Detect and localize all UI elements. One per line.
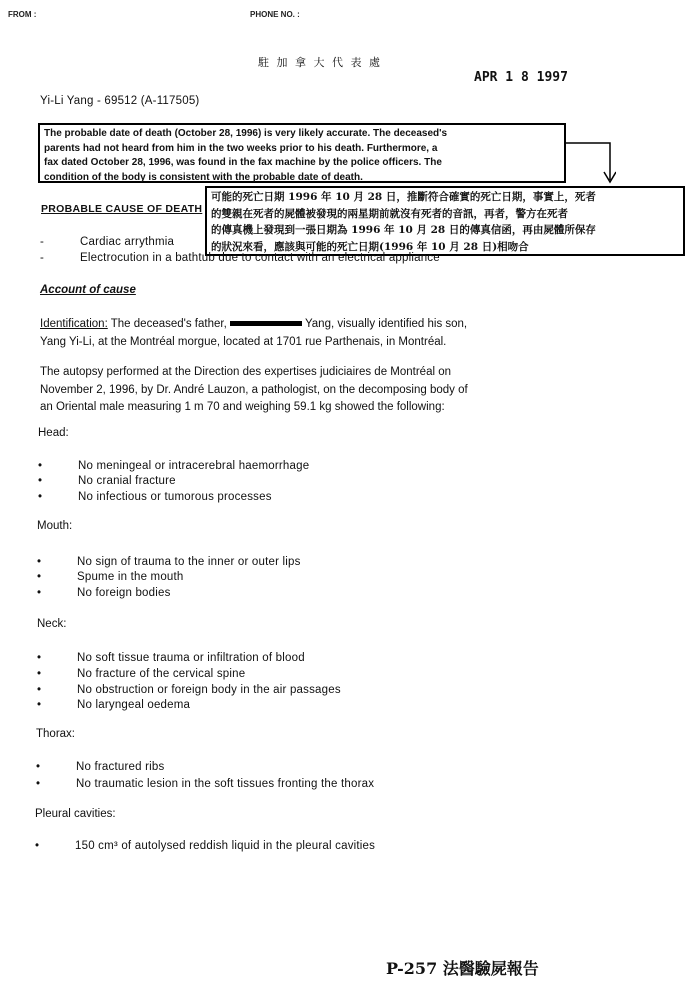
fax-phone-label: PHONE NO. : [250, 10, 300, 19]
bullet: - [40, 252, 44, 264]
redaction-bar [230, 321, 302, 326]
section-heading-head: Head: [38, 427, 69, 439]
bullet: • [37, 571, 42, 583]
bullet: • [37, 652, 42, 664]
finding-item: No laryngeal oedema [77, 699, 191, 711]
finding-item: No obstruction or foreign body in the air passages [77, 684, 341, 696]
autopsy-line: November 2, 1996, by Dr. André Lauzon, a pathologist, on the decomposing body of [40, 383, 468, 396]
section-heading-mouth: Mouth: [37, 520, 73, 532]
finding-item: No fractured ribs [76, 761, 165, 773]
translation-line: 可能的死亡日期 1996 年 10 月 28 日，推斷符合確實的死亡日期，事實上，死者 [211, 191, 596, 203]
bullet: • [38, 460, 43, 472]
identification-text: Yang Yi-Li, at the Montréal morgue, located at 1701 rue Parthenais, in Montréal. [40, 335, 447, 348]
bullet: • [37, 668, 42, 680]
bullet: • [37, 699, 42, 711]
fax-from-label: FROM : [8, 10, 37, 19]
bullet: • [37, 587, 42, 599]
bullet: • [38, 475, 43, 487]
bullet: • [36, 778, 41, 790]
finding-item: No cranial fracture [78, 475, 176, 487]
connector-arrow [566, 140, 616, 188]
section-heading-neck: Neck: [37, 618, 67, 630]
date-box-line: condition of the body is consistent with the probable date of death. [44, 171, 363, 183]
date-box-line: fax dated October 28, 1996, was found in the fax machine by the police officers. The [44, 157, 442, 169]
case-title: Yi-Li Yang - 69512 (A-117505) [40, 95, 200, 107]
finding-item: No traumatic lesion in the soft tissues fronting the thorax [76, 778, 375, 790]
identification-text: The deceased's father, [110, 318, 227, 330]
finding-item: No infectious or tumorous processes [78, 491, 272, 503]
autopsy-line: an Oriental male measuring 1 m 70 and weighing 59.1 kg showed the following: [40, 401, 445, 413]
account-heading: Account of cause [40, 284, 136, 296]
autopsy-line: The autopsy performed at the Direction des expertises judiciaires de Montréal on [40, 366, 452, 378]
identification-paragraph [40, 316, 467, 351]
cause-item: Cardiac arrythmia [80, 236, 175, 248]
bullet: • [36, 761, 41, 773]
finding-item: 150 cm³ of autolysed reddish liquid in the pleural cavities [75, 840, 376, 852]
translation-line: 的傳真機上發現到一張日期為 1996 年 10 月 28 日的傳真信函，再由屍體所保存 [211, 224, 596, 236]
finding-item: No foreign bodies [77, 587, 171, 599]
bullet: • [38, 491, 43, 503]
cause-item: Electrocution in a bathtub due to contact with an electrical appliance [80, 252, 440, 264]
date-box-line: parents had not heard from him in the two weeks prior to his death. Furthermore, a [44, 142, 438, 154]
probable-cause-heading: PROBABLE CAUSE OF DEATH [41, 203, 203, 215]
bullet: • [37, 556, 42, 568]
footer-exhibit-label: P-257 法醫驗屍報告 [386, 959, 539, 978]
translation-line: 的狀況來看，應該與可能的死亡日期(1996 年 10 月 28 日)相吻合 [211, 240, 529, 253]
received-date-stamp: APR 1 8 1997 [474, 70, 568, 85]
finding-item: Spume in the mouth [77, 571, 184, 583]
bullet: • [37, 684, 42, 696]
finding-item: No soft tissue trauma or infiltration of blood [77, 652, 305, 664]
translation-box [205, 186, 685, 256]
probable-date-box [38, 123, 566, 183]
finding-item: No fracture of the cervical spine [77, 668, 246, 680]
identification-label: Identification: [40, 318, 108, 330]
finding-item: No sign of trauma to the inner or outer lips [77, 556, 301, 568]
autopsy-paragraph [40, 364, 468, 417]
date-box-line: The probable date of death (October 28, 1996) is very likely accurate. The deceased's [44, 128, 448, 139]
identification-text: Yang, visually identified his son, [304, 318, 468, 330]
translation-line: 的雙親在死者的屍體被發現的兩星期前就沒有死者的音訊，再者，警方在死者 [211, 207, 568, 220]
bullet: - [40, 236, 44, 248]
finding-item: No meningeal or intracerebral haemorrhage [78, 460, 310, 472]
office-stamp-title: 駐 加 拿 大 代 表 處 [258, 56, 382, 69]
bullet: • [35, 840, 40, 852]
section-heading-thorax: Thorax: [36, 728, 75, 740]
section-heading-pleural: Pleural cavities: [35, 808, 116, 820]
